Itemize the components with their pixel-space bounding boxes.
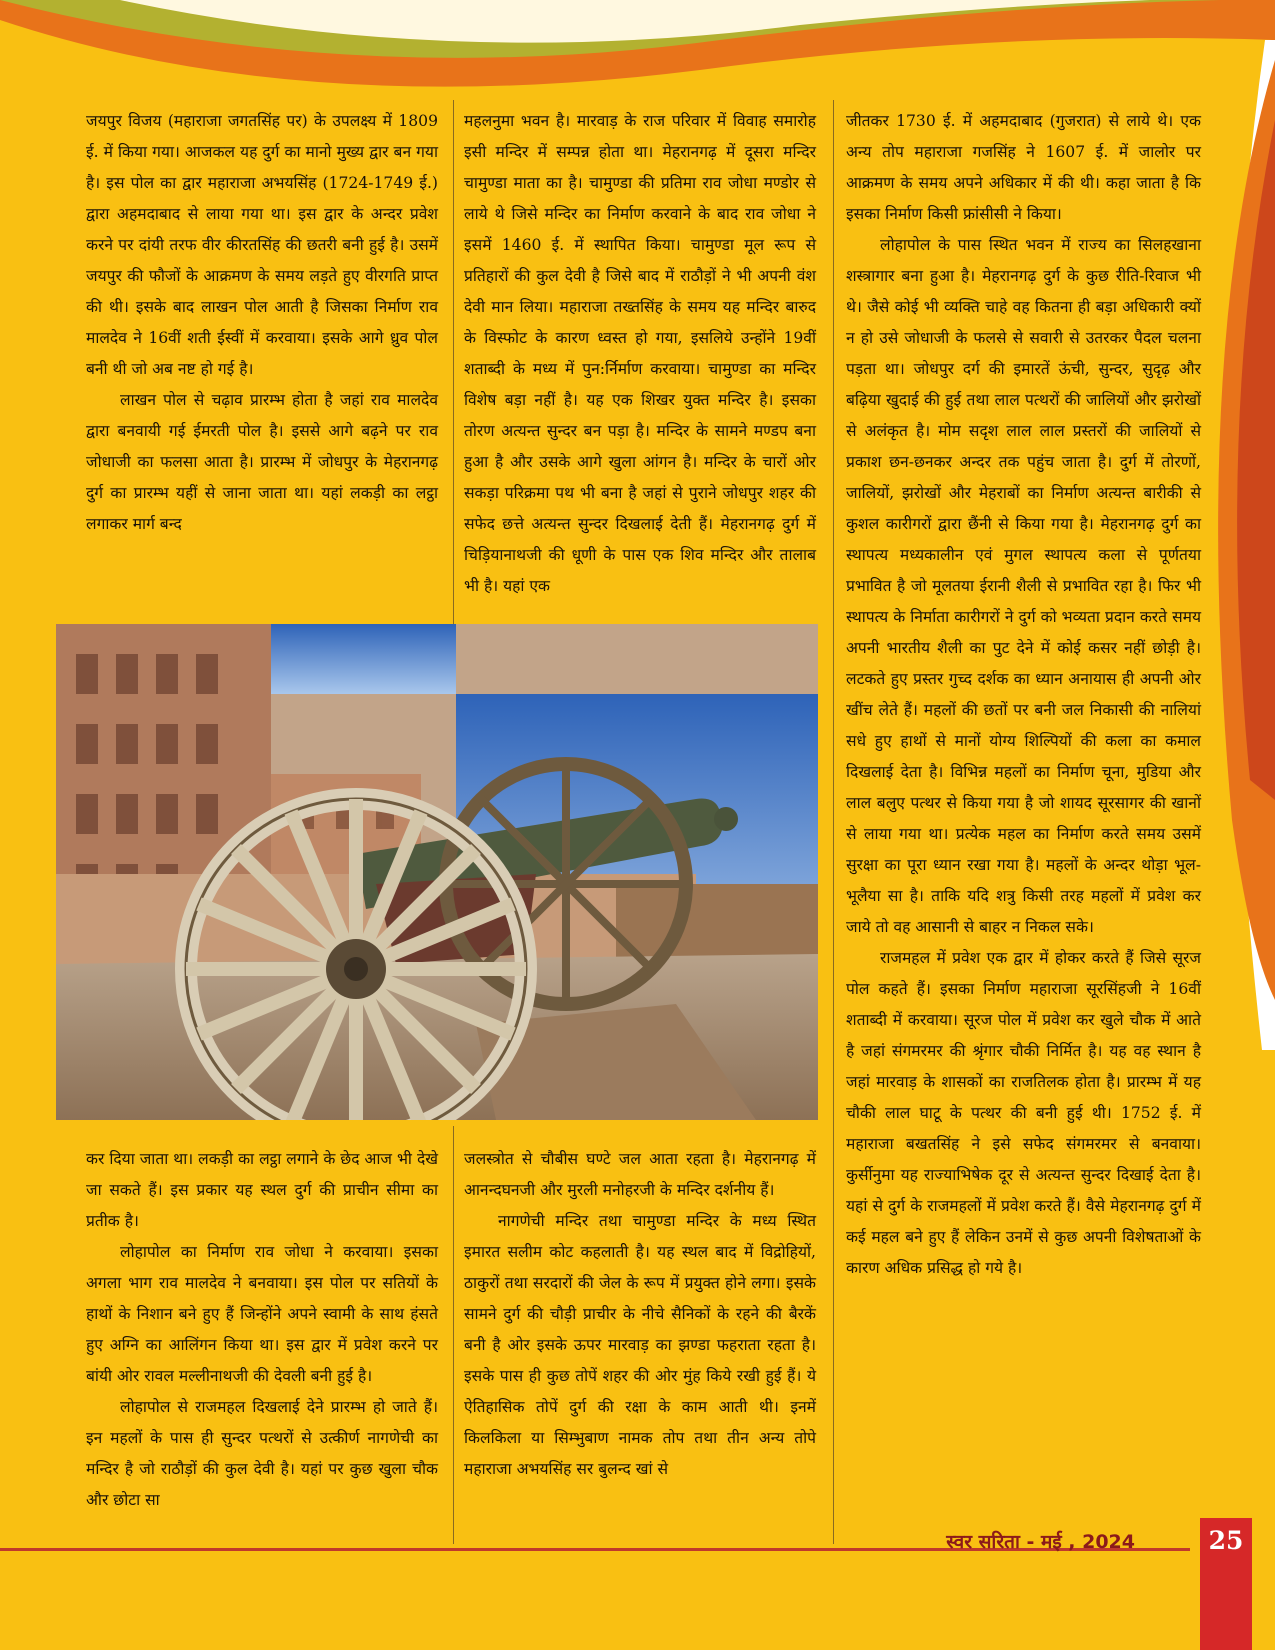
paragraph: जलस्त्रोत से चौबीस घण्टे जल आता रहता है। मेहरानगढ़ में आनन्दघनजी और मुरली मनोहरजी के मन्दिर दर्शनीय हैं। (464, 1150, 816, 1199)
paragraph: जयपुर विजय (महाराजा जगतसिंह पर) के उपलक्ष्य में 1809 ई. में किया गया। आजकल यह दुर्ग का मानो मुख्य द्वार बन गया है। इस पोल का द्वार महाराजा अभयसिंह (1724-1749 ई.) द्वारा अहमदाबाद से लाया गया था। इस द्वार के अन्दर प्रवेश करने पर दांयी तरफ वीर कीरतसिंह की छतरी बनी हुई है। उसमें जयपुर की फौजों के आक्रमण के समय लड़ते हुए वीरगति प्राप्त की थी। इसके बाद लाखन पोल आती है जिसका निर्माण राव मालदेव ने 16वीं शती ईस्वीं में करवाया। इसके आगे ध्रुव पोल बनी थी जो अब नष्ट हो गई है। (86, 112, 438, 378)
column-rule-3 (453, 1126, 454, 1544)
magazine-title: स्वर सरिता - मई , 2024 (946, 1531, 1135, 1553)
paragraph: कर दिया जाता था। लकड़ी का लट्ठा लगाने के छेद आज भी देखे जा सकते हैं। इस प्रकार यह स्थल दुर्ग की प्राचीन सीमा का प्रतीक है। (86, 1150, 438, 1230)
column-3 (846, 106, 1201, 1284)
column-1-top (86, 106, 438, 540)
column-rule-2 (833, 100, 834, 1544)
page-number: 25 (1200, 1518, 1252, 1650)
paragraph: लोहापोल का निर्माण राव जोधा ने करवाया। इसका अगला भाग राव मालदेव ने बनवाया। इस पोल पर सतियों के हाथों के निशान बने हुए हैं जिन्होंने अपने स्वामी के साथ हंसते हुए अग्नि का आलिंगन किया था। इस द्वार में प्रवेश करने पर बांयी ओर रावल मल्लीनाथजी की देवली बनी हुई है। (86, 1243, 438, 1385)
paragraph: नागणेची मन्दिर तथा चामुण्डा मन्दिर के मध्य स्थित इमारत सलीम कोट कहलाती है। यह स्थल बाद में विद्रोहियों, ठाकुरों तथा सरदारों की जेल के रूप में प्रयुक्त होने लगा। इसके सामने दुर्ग की चौड़ी प्राचीर के नीचे सैनिकों के रहने की बैरकें बनी है ओर इसके ऊपर मारवाड़ का झण्डा फहराता रहता है। इसके पास ही कुछ तोपें शहर की ओर मुंह किये रखी हुई हैं। ये ऐतिहासिक तोपें दुर्ग की रक्षा के काम आती थी। इनमें किलकिला या सिम्भुबाण नामक तोप तथा तीन अन्य तोपे महाराजा अभयसिंह सर बुलन्द खां से (464, 1212, 816, 1478)
cannon-photo (56, 624, 818, 1120)
paragraph: लोहापोल से राजमहल दिखलाई देने प्रारम्भ हो जाते हैं। इन महलों के पास ही सुन्दर पत्थरों से उत्कीर्ण नागणेची का मन्दिर है जो राठौड़ों की कुल देवी है। यहां पर कुछ खुला चौक और छोटा सा (86, 1398, 438, 1509)
column-2-top (464, 106, 816, 602)
column-2-bottom (464, 1144, 816, 1485)
column-rule-1 (453, 100, 454, 624)
paragraph: लाखन पोल से चढ़ाव प्रारम्भ होता है जहां राव मालदेव द्वारा बनवायी गई ईमरती पोल है। इससे आगे बढ़ने पर राव जोधाजी का फलसा आता है। प्रारम्भ में जोधपुर के मेहरानगढ़ दुर्ग का प्रारम्भ यहीं से जाना जाता था। यहां लकड़ी का लट्ठा लगाकर मार्ग बन्द (86, 391, 438, 533)
paragraph: जीतकर 1730 ई. में अहमदाबाद (गुजरात) से लाये थे। एक अन्य तोप महाराजा गजसिंह ने 1607 ई. में जालोर पर आक्रमण के समय अपने अधिकार में की थी। कहा जाता है कि इसका निर्माण किसी फ्रांसीसी ने किया। (846, 112, 1201, 223)
paragraph: महलनुमा भवन है। मारवाड़ के राज परिवार में विवाह समारोह इसी मन्दिर में सम्पन्न होता था। मेहरानगढ़ में दूसरा मन्दिर चामुण्डा माता का है। चामुण्डा की प्रतिमा राव जोधा मण्डोर से लाये थे जिसे मन्दिर का निर्माण करवाने के बाद राव जोधा ने इसमें 1460 ई. में स्थापित किया। चामुण्डा मूल रूप से प्रतिहारों की कुल देवी है जिसे बाद में राठौड़ों ने भी अपनी वंश देवी मान लिया। महाराजा तख्तसिंह के समय यह मन्दिर बारुद के विस्फोट के कारण ध्वस्त हो गया, इसलिये उन्होंने 19वीं शताब्दी के मध्य में पुन:र्निर्माण करवाया। चामुण्डा का मन्दिर विशेष बड़ा नहीं है। यह एक शिखर युक्त मन्दिर है। इसका तोरण अत्यन्त सुन्दर बन पड़ा है। मन्दिर के सामने मण्डप बना हुआ है और उसके आगे खुला आंगन है। मन्दिर के चारों ओर सकड़ा परिक्रमा पथ भी बना है जहां से पुराने जोधपुर शहर की सफेद छत्ते अत्यन्त सुन्दर दिखलाई देती हैं। मेहरानगढ़ दुर्ग में चिड़ियानाथजी की धूणी के पास एक शिव मन्दिर और तालाब भी है। यहां एक (464, 112, 816, 595)
paragraph: लोहापोल के पास स्थित भवन में राज्य का सिलहखाना शस्त्रागार बना हुआ है। मेहरानगढ़ दुर्ग के कुछ रीति-रिवाज भी थे। जैसे कोई भी व्यक्ति चाहे वह कितना ही बड़ा अधिकारी क्यों न हो उसे जोधाजी के फलसे से सवारी से उतरकर पैदल चलना पड़ता था। जोधपुर दर्ग की इमारतें ऊंची, सुन्दर, सुदृढ़ और बढ़िया खुदाई की हुई तथा लाल पत्थरों की जालियों और झरोखों से अलंकृत है। मोम सदृश लाल लाल प्रस्तरों की जालियों से प्रकाश छन-छनकर अन्दर तक पहुंच जाता है। दुर्ग में तोरणों, जालियों, झरोखों और मेहराबों का निर्माण अत्यन्त बारीकी से कुशल कारीगरों द्वारा छैंनी से किया गया है। मेहरानगढ़ दुर्ग का स्थापत्य मध्यकालीन एवं मुगल स्थापत्य कला से पूर्णतया प्रभावित है जो मूलतया ईरानी शैली से प्रभावित रहा है। फिर भी स्थापत्य के निर्माता कारीगरों ने दुर्ग को भव्यता प्रदान करते समय अपनी भारतीय शैली का पुट देने में कोई कसर नहीं छोड़ी है। लटकते हुए प्रस्तर गुच्द दर्शक का ध्यान अनायास ही अपनी ओर खींच लेते हैं। महलों की छतों पर बनी जल निकासी की नालियां सधे हुए हाथों से मानों योग्य शिल्पियों की कला का कमाल दिखलाई देता है। विभिन्न महलों का निर्माण चूना, मुडिया और लाल बलुए पत्थर से किया गया है जो शायद सूरसागर की खानों से लाया गया था। प्रत्येक महल का निर्माण करते समय उसमें सुरक्षा का पूरा ध्यान रखा गया है। महलों के अन्दर थोड़ा भूल-भूलैया सा है। ताकि यदि शत्रु किसी तरह महलों में प्रवेश कर जाये तो वह आसानी से बाहर न निकल सके। (846, 236, 1201, 936)
column-1-bottom (86, 1144, 438, 1516)
paragraph: राजमहल में प्रवेश एक द्वार में होकर करते हैं जिसे सूरज पोल कहते हैं। इसका निर्माण महाराजा सूरसिंहजी ने 16वीं शताब्दी में करवाया। सूरज पोल में प्रवेश कर खुले चौक में आते है जहां संगमरमर की श्रृंगार चौकी निर्मित है। यह वह स्थान है जहां मारवाड़ के शासकों का राजतिलक होता है। प्रारम्भ में यह चौकी लाल घाटू के पत्थर की बनी हुई थी। 1752 ई. में महाराजा बखतसिंह ने इसे सफेद संगमरमर से बनवाया। कुर्सीनुमा यह राज्याभिषेक दूर से अत्यन्त सुन्दर दिखाई देता है। यहां से दुर्ग के राजमहलों में प्रवेश करते हैं। वैसे मेहरानगढ़ दुर्ग में कई महल बने हुए हैं लेकिन उनमें से कुछ अपनी विशेषताओं के कारण अधिक प्रसिद्ध हो गये है। (846, 949, 1201, 1277)
